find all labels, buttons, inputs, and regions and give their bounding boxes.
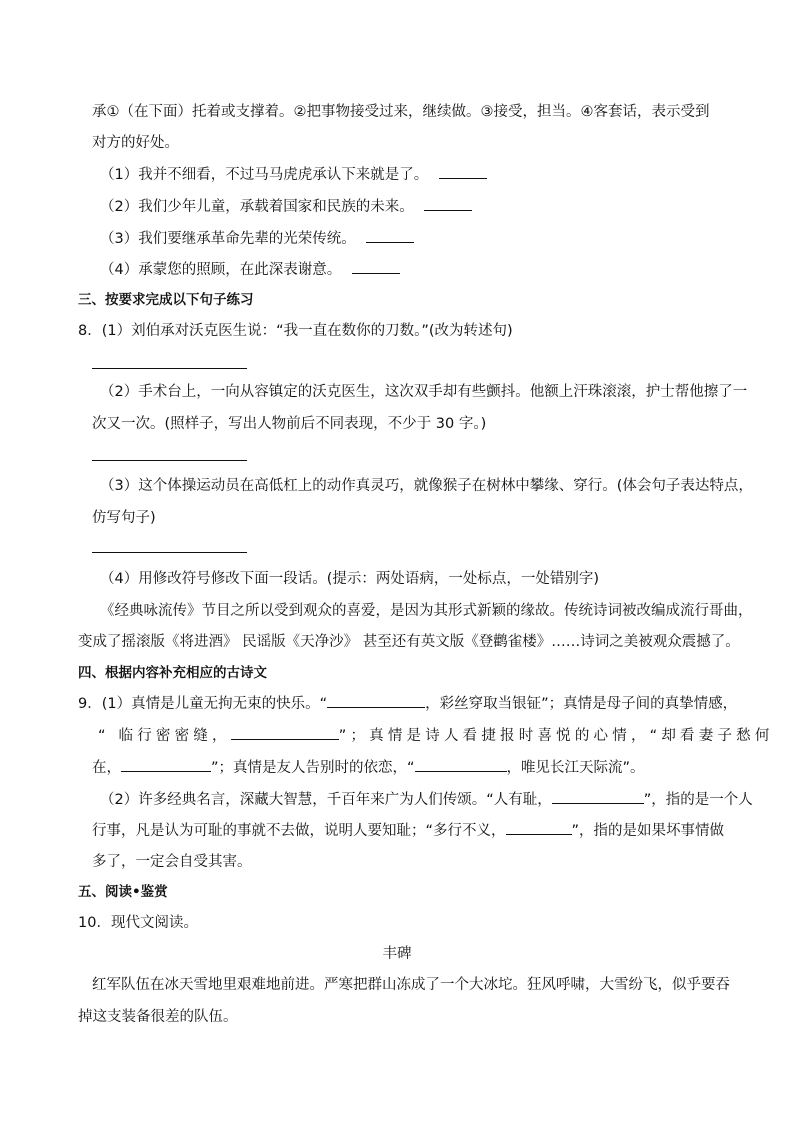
question-8-2-line-2: 次又一次。(照样子，写出人物前后不同表现，不少于 30 字。) xyxy=(92,416,487,432)
question-text: “ 临行密密缝， xyxy=(98,728,231,744)
answer-line[interactable] xyxy=(92,460,247,461)
answer-line[interactable] xyxy=(92,552,247,553)
question-text: ”，指的是一个人 xyxy=(643,792,753,808)
passage-paragraph-line-2: 掉这支装备很差的队伍。 xyxy=(78,1009,238,1025)
definition-line-2: 对方的好处。 xyxy=(92,135,179,151)
question-7-4 xyxy=(100,259,400,280)
passage-line-1: 《经典咏流传》节目之所以受到观众的喜爱，是因为其形式新颖的缘故。传统诗词被改编成流行哥曲， xyxy=(100,603,753,619)
question-text: 9．(1）真情是儿童无拘无束的快乐。“ xyxy=(78,696,328,712)
question-8-2-line-1: （2）手术台上，一向从容镇定的沃克医生，这次双手却有些颤抖。他额上汗珠滚滚，护士帮他擦了一 xyxy=(100,384,748,400)
answer-blank[interactable] xyxy=(352,259,400,274)
section-3-heading: 三、按要求完成以下句子练习 xyxy=(78,292,254,308)
question-text: ”；真情是诗人看捷报时喜悦的心情，“却看妻子愁何 xyxy=(338,728,774,744)
question-9-2-line-3: 多了，一定会自受其害。 xyxy=(92,854,252,870)
question-8-3-line-1: （3）这个体操运动员在高低杠上的动作真灵巧，就像猴子在树林中攀缘、穿行。(体会句子表达特点， xyxy=(100,478,753,494)
question-8-1: 8．(1）刘伯承对沃克医生说：“我一直在数你的刀数。”(改为转述句) xyxy=(78,323,513,339)
question-text: 行事，凡是认为可耻的事就不去做，说明人要知耻；“多行不义， xyxy=(92,823,506,839)
question-7-1 xyxy=(100,164,487,185)
question-9-2-line-2 xyxy=(92,820,724,841)
answer-line[interactable] xyxy=(92,368,247,369)
answer-blank[interactable] xyxy=(231,725,339,740)
question-9-2-line-1 xyxy=(100,789,753,810)
question-9-1-line-2 xyxy=(98,725,774,746)
question-text: （1）我并不细看，不过马马虎虎承认下来就是了。 xyxy=(100,167,429,183)
question-text: （3）我们要继承革命先辈的光荣传统。 xyxy=(100,231,356,247)
definition-line-1: 承①（在下面）托着或支撑着。②把事物接受过来，继续做。③接受，担当。④客套话，表示受到 xyxy=(92,104,710,120)
answer-blank[interactable] xyxy=(424,196,472,211)
question-text: （4）承蒙您的照顾，在此深表谢意。 xyxy=(100,262,342,278)
question-text: （2）许多经典名言，深藏大智慧，千百年来广为人们传颂。“人有耻， xyxy=(100,792,552,808)
passage-paragraph-line-1: 红军队伍在冰天雪地里艰难地前进。严寒把群山冻成了一个大冰坨。狂风呼啸，大雪纷飞，似乎要吞 xyxy=(92,977,730,993)
question-text: 在， xyxy=(92,760,121,776)
question-9-1-line-3 xyxy=(92,757,645,778)
answer-blank[interactable] xyxy=(327,693,425,708)
question-10: 10．现代文阅读。 xyxy=(78,915,198,931)
question-7-3 xyxy=(100,228,414,249)
passage-line-2: 变成了摇滚版《将进酒》 民谣版《天净沙》 甚至还有英文版《登鹳雀楼》……诗词之美被观众震撼了。 xyxy=(78,634,740,650)
question-9-1-line-1 xyxy=(78,693,737,714)
passage-title: 丰碑 xyxy=(382,946,412,962)
question-8-4: （4）用修改符号修改下面一段话。(提示：两处语病，一处标点，一处错别字) xyxy=(100,571,600,587)
answer-blank[interactable] xyxy=(552,789,644,804)
answer-blank[interactable] xyxy=(506,820,572,835)
answer-blank[interactable] xyxy=(415,757,507,772)
question-7-2 xyxy=(100,196,472,217)
section-5-heading: 五、阅读•鉴赏 xyxy=(78,884,168,900)
answer-blank[interactable] xyxy=(366,228,414,243)
question-text: ”，指的是如果坏事情做 xyxy=(571,823,725,839)
question-8-3-line-2: 仿写句子) xyxy=(92,510,156,526)
question-text: （2）我们少年儿童，承载着国家和民族的未来。 xyxy=(100,199,414,215)
section-4-heading: 四、根据内容补充相应的古诗文 xyxy=(78,665,267,681)
question-text: ，彩丝穿取当银钲”；真情是母子间的真挚情感， xyxy=(425,696,738,712)
question-text: ，唯见长江天际流”。 xyxy=(506,760,645,776)
answer-blank[interactable] xyxy=(121,757,211,772)
question-text: ”；真情是友人告别时的依恋，“ xyxy=(211,760,415,776)
answer-blank[interactable] xyxy=(439,164,487,179)
